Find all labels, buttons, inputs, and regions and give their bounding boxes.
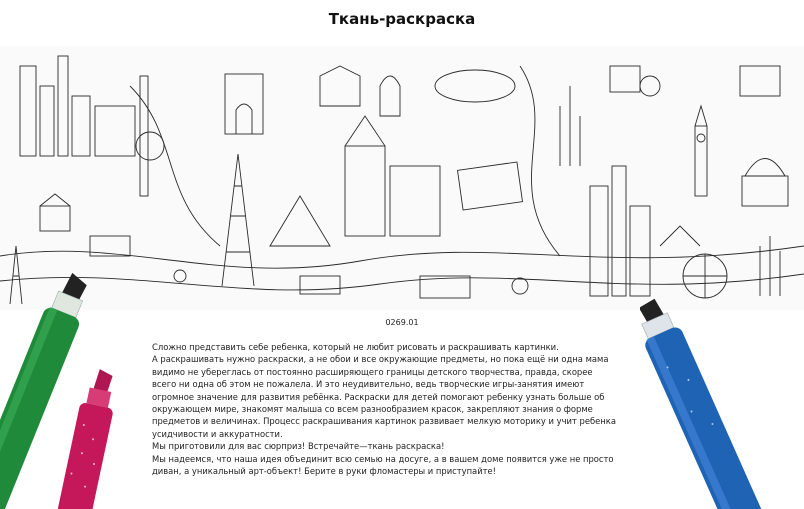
big-ben-drawing: [695, 126, 707, 196]
pink-marker-icon: [58, 368, 138, 509]
page-title: Ткань-раскраска: [328, 10, 476, 28]
product-code: 0269.01: [385, 318, 419, 327]
description-line: предметов и величинах. Процесс раскрашивания картинок развивает мелкую моторику и учит ребенка: [152, 416, 616, 427]
description-line: Сложно представить себе ребенка, который не любит рисовать и раскрашивать картинки.: [152, 342, 559, 352]
description-line: окружающем мире, знакомят малыша со всем разнообразием красок, закрепляют знания о форме: [152, 404, 593, 415]
description-line: Мы приготовили для вас сюрприз! Встречайте—ткань раскраска!: [152, 441, 445, 452]
coloring-fabric-image: [0, 46, 804, 310]
description-line: усидчивости и аккуратности.: [152, 428, 283, 439]
city-line-art-illustration: [0, 46, 804, 310]
description-line: диван, а уникальный арт-объект! Берите в руки фломастеры и приступайте!: [152, 466, 497, 477]
description-line: А раскрашивать нужно раскраски, а не обои и все окружающие предметы, но пока ещё ни одна мама: [152, 354, 609, 365]
blue-marker-icon: [640, 296, 804, 509]
description-line: видимо не убереглась от постоянно расширяющего границы детского творчества, правда, скорее: [152, 366, 593, 377]
description-line: огромное значение для развития ребёнка. Раскраски для детей помогают ребенку узнать больше об: [152, 391, 605, 402]
description-line: Мы надеемся, что наша идея объединит всю семью на досуге, а в вашем доме появится уже не просто: [152, 453, 614, 464]
product-description: [152, 341, 672, 477]
description-line: всего ни одна об этом не пожалела. И это неудивительно, ведь творческие игры-занятия имеют: [152, 379, 585, 390]
